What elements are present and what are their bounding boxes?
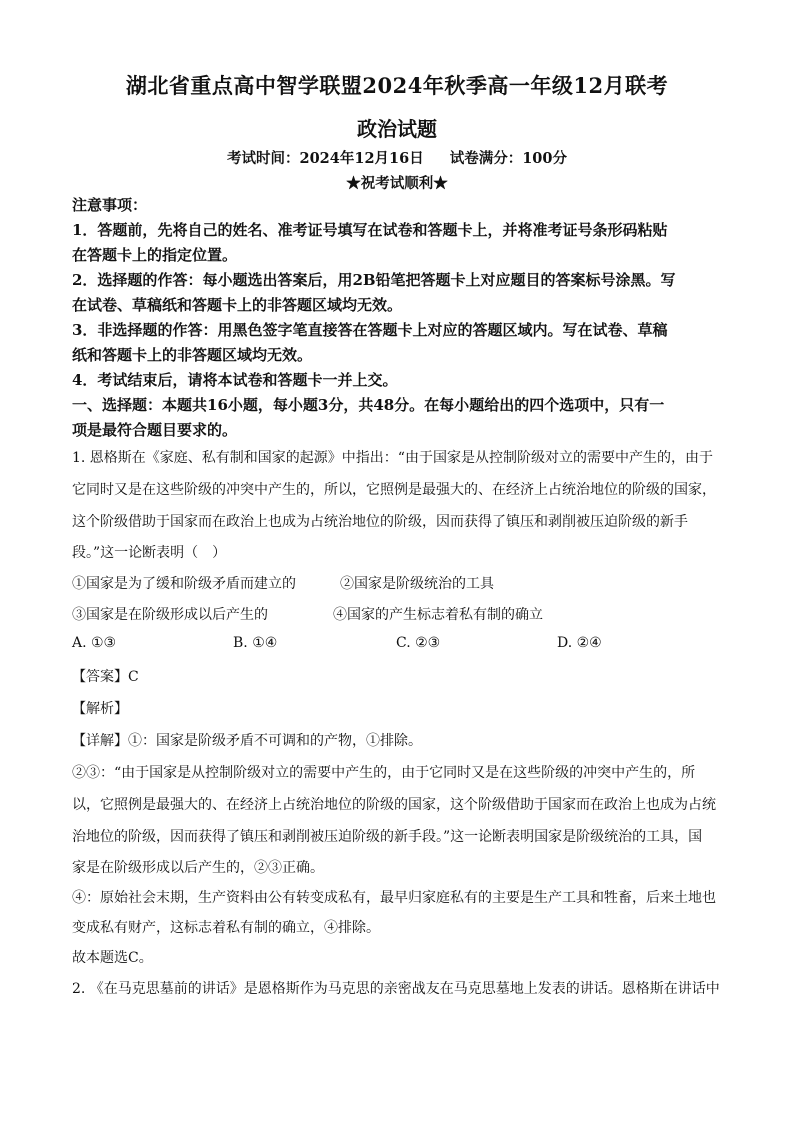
q1-statement: ④国家的产生标志着私有制的确立: [333, 607, 543, 623]
section-heading: 一、选择题：本题共16小题，每小题3分，共48分。在每小题给出的四个选项中，只有一: [72, 396, 665, 414]
notes-line: 2．选择题的作答：每小题选出答案后，用2B铅笔把答题卡上对应题目的答案标号涂黑。写: [72, 271, 676, 289]
detail-tag: 【详解】: [72, 733, 128, 749]
q1-statement: ③国家是在阶级形成以后产生的: [72, 607, 268, 623]
explain-line: 以，它照例是最强大的、在经济上占统治地位的阶级的国家，这个阶级借助于国家而在政治上也成为占统: [72, 797, 716, 813]
analysis-tag: 【解析】: [72, 701, 128, 717]
explain-line: 家是在阶级形成以后产生的，②③正确。: [72, 860, 324, 876]
explain-line: 治地位的阶级，因而获得了镇压和剥削被压迫阶级的新手段。”这一论断表明国家是阶级统治的工具，国: [72, 829, 703, 845]
q1-option-d: D. ②④: [557, 635, 602, 651]
notes-line: 纸和答题卡上的非答题区域均无效。: [72, 346, 313, 364]
exam-time: 考试时间：2024年12月16日: [227, 150, 424, 167]
exam-meta: [0, 147, 794, 168]
explain-line: 变成私有财产，这标志着私有制的确立，④排除。: [72, 920, 380, 936]
q1-stem-line: 1. 恩格斯在《家庭、私有制和国家的起源》中指出：“由于国家是从控制阶级对立的需要中产生的，由于: [72, 450, 713, 466]
notes-line: 1．答题前，先将自己的姓名、准考证号填写在试卷和答题卡上，并将准考证号条形码粘贴: [72, 221, 668, 239]
notes-line: 3．非选择题的作答：用黑色签字笔直接答在答题卡上对应的答题区域内。写在试卷、草稿: [72, 321, 668, 339]
q1-detail: [72, 730, 732, 750]
q1-option-c: C. ②③: [396, 635, 441, 651]
q1-option-a: A. ①③: [72, 635, 117, 651]
answer-value: C: [128, 669, 139, 685]
detail-first-line: ①：国家是阶级矛盾不可调和的产物，①排除。: [128, 733, 422, 749]
notes-line: 在试卷、草稿纸和答题卡上的非答题区域均无效。: [72, 296, 403, 314]
q2-stem-line: 2. 《在马克思墓前的讲话》是恩格斯作为马克思的亲密战友在马克思墓地上发表的讲话。恩格斯在讲话中: [72, 981, 720, 997]
q1-option-b: B. ①④: [233, 635, 278, 651]
section-heading-cont: 项是最符合题目要求的。: [72, 421, 238, 439]
good-luck-wish: ★祝考试顺利★: [346, 175, 448, 192]
q1-statement: ①国家是为了缓和阶级矛盾而建立的: [72, 576, 296, 592]
exam-title: 湖北省重点高中智学联盟2024年秋季高一年级12月联考: [125, 73, 669, 98]
q1-statement: ②国家是阶级统治的工具: [340, 576, 494, 592]
q1-stem-line: 这个阶级借助于国家而在政治上也成为占统治地位的阶级，因而获得了镇压和剥削被压迫阶级的新手: [72, 514, 688, 530]
q1-stem-line: 段。”这一论断表明（ ）: [72, 545, 227, 561]
explain-line: ④：原始社会末期，生产资料由公有转变成私有，最早归家庭私有的主要是生产工具和牲畜，后来土地也: [72, 890, 716, 906]
explain-line: ②③：“由于国家是从控制阶级对立的需要中产生的，由于它同时又是在这些阶级的冲突中产生的，所: [72, 765, 696, 781]
conclusion-line: 故本题选C。: [72, 950, 153, 966]
subject-title: 政治试题: [357, 117, 437, 141]
q1-stem-line: 它同时又是在这些阶级的冲突中产生的，所以，它照例是最强大的、在经济上占统治地位的阶级的国家，: [72, 482, 716, 498]
full-score: 试卷满分：100分: [449, 150, 567, 167]
answer-tag: 【答案】: [72, 669, 128, 685]
notes-line: 在答题卡上的指定位置。: [72, 246, 238, 264]
notes-line: 4．考试结束后，请将本试卷和答题卡一并上交。: [72, 371, 398, 389]
q1-answer: [72, 666, 732, 686]
notes-heading: 注意事项：: [72, 196, 148, 214]
